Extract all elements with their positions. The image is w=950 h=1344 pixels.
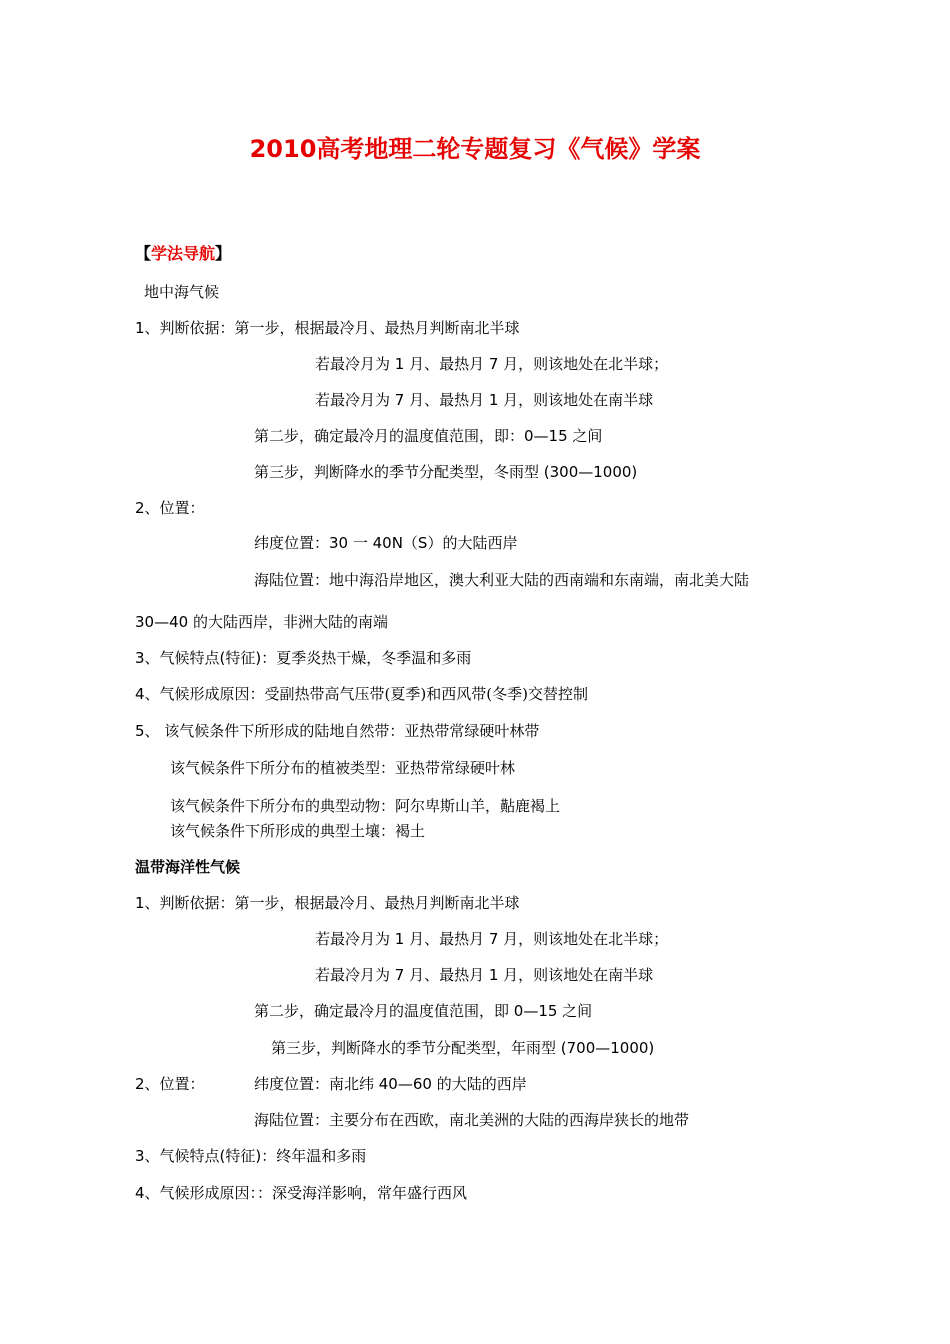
mediterranean-line-15-text: 褐土	[395, 822, 426, 840]
temperate-marine-line-6-text: 纬度位置：南北纬 40—60 的大陆的西岸	[254, 1075, 527, 1093]
mediterranean-line-8: 海陆位置：地中海沿岸地区，澳大利亚大陆的西南端和东南端，南北美大陆	[254, 571, 750, 589]
temperate-marine-line-4: 第二步，确定最冷月的温度值范围，即 0—15 之间	[254, 1002, 593, 1020]
temperate-marine-line-6-label: 2、位置：	[135, 1075, 205, 1093]
mediterranean-line-14	[170, 796, 560, 816]
temperate-marine-line-3: 若最冷月为 7 月、最热月 1 月，则该地处在南半球	[315, 966, 654, 984]
mediterranean-line-12-text: 亚热带常绿硬叶林带	[404, 722, 540, 740]
mediterranean-line-14-label: 该气候条件下所分布的典型动物：	[170, 797, 396, 815]
temperate-marine-line-9-label: 4、气候形成原因：	[135, 1184, 258, 1202]
mediterranean-line-7: 纬度位置：30 一 40N（S）的大陆西岸	[254, 534, 518, 552]
mediterranean-line-10	[135, 648, 471, 668]
temperate-marine-line-9-text: ：深受海洋影响，常年盛行西风	[257, 1184, 468, 1202]
mediterranean-line-2: 若最冷月为 1 月、最热月 7 月，则该地处在北半球；	[315, 355, 669, 373]
mediterranean-line-4: 第二步，确定最冷月的温度值范围，即：0—15 之间	[254, 427, 603, 445]
mediterranean-line-9: 30—40 的大陆西岸，非洲大陆的南端	[135, 613, 388, 631]
temperate-marine-heading: 温带海洋性气候	[135, 858, 241, 876]
mediterranean-line-10-text: 夏季炎热干燥，冬季温和多雨	[276, 649, 472, 667]
mediterranean-line-12	[135, 721, 539, 741]
mediterranean-line-13-label: 该气候条件下所分布的植被类型：	[170, 759, 396, 777]
mediterranean-line-11-text: 受副热带高气压带(夏季)和西风带(冬季)交替控制	[264, 685, 588, 703]
section-heading-close: 】	[215, 244, 232, 263]
section-heading-open: 【	[135, 244, 152, 263]
temperate-marine-line-8	[135, 1146, 366, 1166]
document-title: 2010高考地理二轮专题复习《气候》学案	[249, 135, 701, 163]
mediterranean-line-13	[170, 758, 515, 778]
section-heading	[135, 244, 231, 264]
mediterranean-line-5: 第三步，判断降水的季节分配类型，冬雨型 (300—1000)	[254, 463, 638, 481]
mediterranean-heading: 地中海气候	[144, 283, 220, 301]
section-heading-text: 学法导航	[151, 244, 216, 263]
mediterranean-line-15	[170, 821, 425, 841]
temperate-marine-line-8-label: 3、气候特点(特征)：	[135, 1147, 277, 1165]
mediterranean-line-12-label: 5、 该气候条件下所形成的陆地自然带：	[135, 722, 405, 740]
temperate-marine-line-5: 第三步，判断降水的季节分配类型，年雨型 (700—1000)	[271, 1039, 655, 1057]
mediterranean-line-11-label: 4、气候形成原因：	[135, 685, 265, 703]
mediterranean-line-15-label: 该气候条件下所形成的典型土壤：	[170, 822, 396, 840]
temperate-marine-line-2: 若最冷月为 1 月、最热月 7 月，则该地处在北半球；	[315, 930, 669, 948]
mediterranean-line-1: 1、判断依据：第一步，根据最冷月、最热月判断南北半球	[135, 319, 520, 337]
mediterranean-line-6: 2、位置：	[135, 499, 205, 517]
mediterranean-line-13-text: 亚热带常绿硬叶林	[395, 759, 516, 777]
mediterranean-line-3: 若最冷月为 7 月、最热月 1 月，则该地处在南半球	[315, 391, 654, 409]
temperate-marine-line-1: 1、判断依据：第一步，根据最冷月、最热月判断南北半球	[135, 894, 520, 912]
temperate-marine-line-7: 海陆位置：主要分布在西欧，南北美洲的大陆的西海岸狭长的地带	[254, 1111, 690, 1129]
mediterranean-line-11	[135, 684, 588, 704]
temperate-marine-line-9	[135, 1183, 467, 1203]
temperate-marine-line-8-text: 终年温和多雨	[276, 1147, 367, 1165]
mediterranean-line-14-text: 阿尔卑斯山羊，黇鹿褐上	[395, 797, 561, 815]
mediterranean-line-10-label: 3、气候特点(特征)：	[135, 649, 277, 667]
